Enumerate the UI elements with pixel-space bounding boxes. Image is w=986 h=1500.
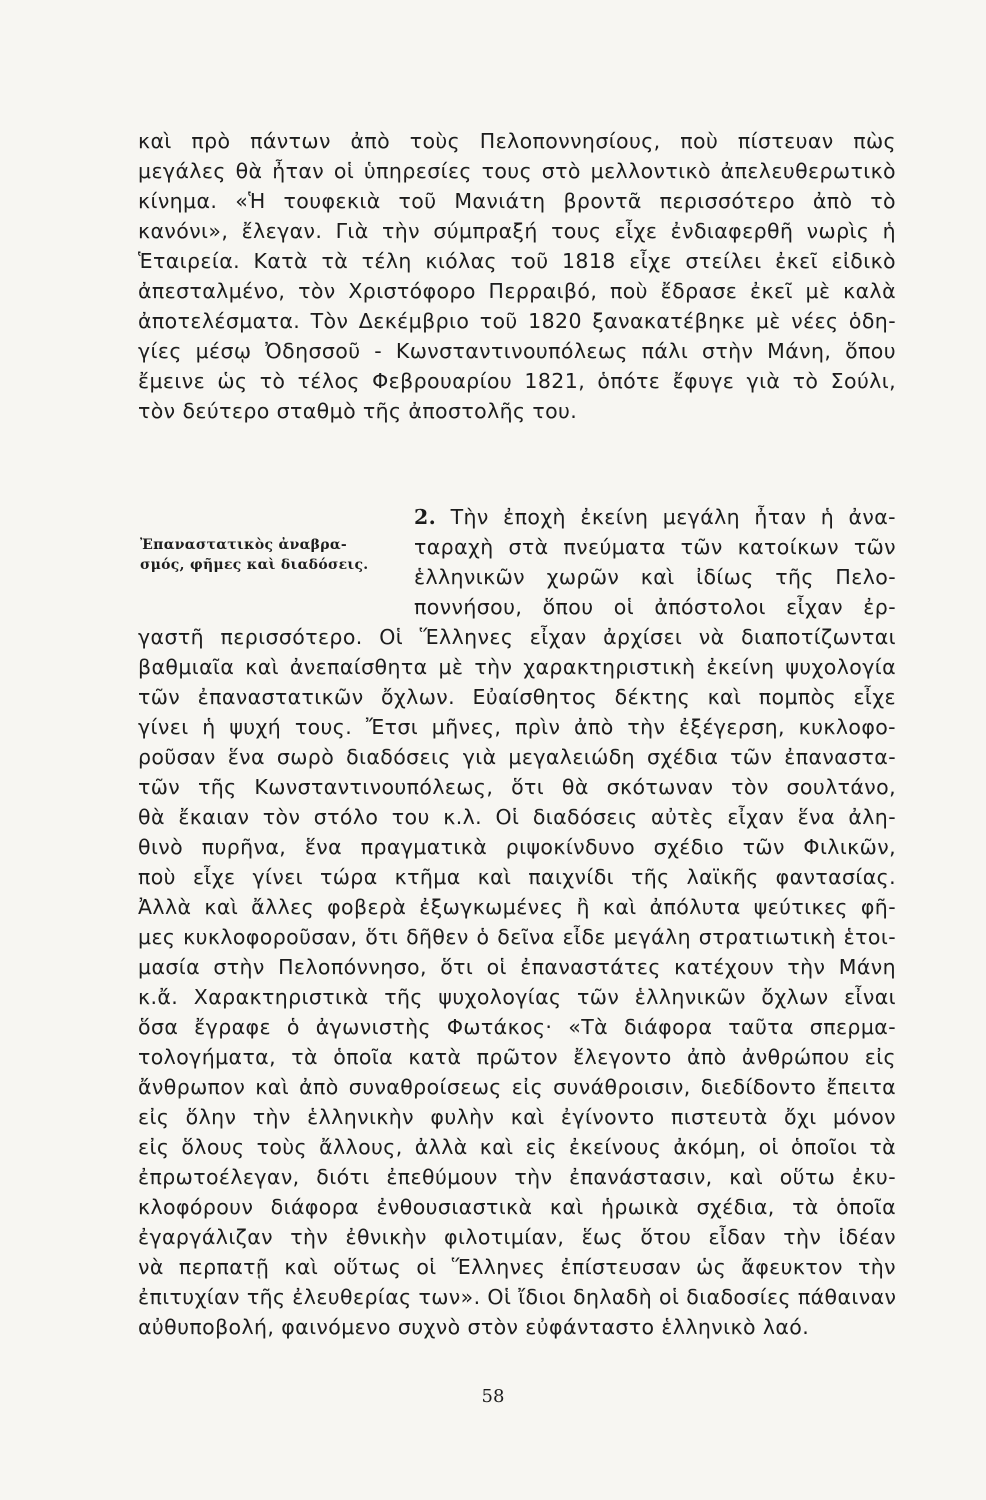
- text-line: τῶν τῆς Κωνσταντινουπόλεως, ὅτι θὰ σκότωναν τὸν σουλτάνο,: [138, 775, 896, 799]
- text-line: αὐθυποβολή, φαινόμενο συχνὸ στὸν εὐφάνταστο ἑλληνικὸ λαό.: [138, 1315, 810, 1339]
- text-line: τὸν δεύτερο σταθμὸ τῆς ἀποστολῆς του.: [138, 399, 578, 423]
- text-line: ἐπιτυχίαν τῆς ἐλευθερίας των». Οἱ ἴδιοι δηλαδὴ οἱ διαδοσίες πάθαιναν: [138, 1285, 897, 1309]
- text-line: ταραχὴ στὰ πνεύματα τῶν κατοίκων τῶν: [414, 535, 896, 559]
- text-line: θινὸ πυρῆνα, ἕνα πραγματικὰ ριψοκίνδυνο σχέδιο τῶν Φιλικῶν,: [138, 835, 896, 859]
- text-line: εἰς ὅλην τὴν ἑλληνικὴν φυλὴν καὶ ἐγίνοντο πιστευτὰ ὄχι μόνον: [138, 1105, 896, 1129]
- text-line: ἐγαργάλιζαν τὴν ἐθνικὴν φιλοτιμίαν, ἕως ὅτου εἶδαν τὴν ἰδέαν: [138, 1225, 896, 1249]
- text-line: βαθμιαῖα καὶ ἀνεπαίσθητα μὲ τὴν χαρακτηριστικὴ ἐκείνη ψυχολογία: [138, 655, 896, 679]
- section-side-title: [140, 535, 400, 575]
- paragraph-2: [138, 622, 896, 1342]
- text-line: ἐπρωτοέλεγαν, διότι ἐπεθύμουν τὴν ἐπανάστασιν, καὶ οὕτω ἐκυ-: [138, 1165, 896, 1189]
- text-line: μασία στὴν Πελοπόννησο, ὅτι οἱ ἐπαναστάτες κατέχουν τὴν Μάνη: [138, 955, 896, 979]
- text-line: ἑλληνικῶν χωρῶν καὶ ἰδίως τῆς Πελο-: [414, 565, 896, 589]
- section-first-line: Τὴν ἐποχὴ ἐκείνη μεγάλη ἦταν ἡ ἀνα-: [450, 505, 896, 529]
- text-line: κίνημα. «Ἡ τουφεκιὰ τοῦ Μανιάτη βροντᾶ περισσότερο ἀπὸ τὸ: [138, 189, 896, 213]
- text-line: κανόνι», ἔλεγαν. Γιὰ τὴν σύμπραξή τους εἶχε ἐνδιαφερθῆ νωρὶς ἡ: [138, 219, 896, 243]
- text-line: Ἑταιρεία. Κατὰ τὰ τέλη κιόλας τοῦ 1818 εἶχε στείλει ἐκεῖ εἰδικὸ: [138, 249, 896, 273]
- section-2-opening: [414, 502, 896, 622]
- text-line: κλοφόρουν διάφορα ἐνθουσιαστικὰ καὶ ἡρωικὰ σχέδια, τὰ ὁποῖα: [138, 1195, 896, 1219]
- text-line: [414, 502, 896, 532]
- text-line: ὅσα ἔγραφε ὁ ἀγωνιστὴς Φωτάκος· «Τὰ διάφορα ταῦτα σπερμα-: [138, 1015, 896, 1039]
- text-line: τολογήματα, τὰ ὁποῖα κατὰ πρῶτον ἔλεγοντο ἀπὸ ἀνθρώπου εἰς: [138, 1045, 896, 1069]
- side-title-line: σμός, φῆμες καὶ διαδόσεις.: [140, 557, 369, 573]
- text-line: ροῦσαν ἕνα σωρὸ διαδόσεις γιὰ μεγαλειώδη σχέδια τῶν ἐπαναστα-: [138, 745, 896, 769]
- text-line: ἀπεσταλμένο, τὸν Χριστόφορο Περραιβό, ποὺ ἔδρασε ἐκεῖ μὲ καλὰ: [138, 279, 896, 303]
- text-line: μες κυκλοφοροῦσαν, ὅτι δῆθεν ὁ δεῖνα εἶδε μεγάλη στρατιωτικὴ ἑτοι-: [138, 925, 896, 949]
- section-number: 2.: [414, 505, 437, 529]
- side-title-line: Ἐπαναστατικὸς ἀναβρα-: [140, 537, 348, 553]
- page-number: 58: [481, 1386, 505, 1407]
- text-line: γίες μέσῳ Ὀδησσοῦ - Κωνσταντινουπόλεως πάλι στὴν Μάνη, ὅπου: [138, 339, 896, 363]
- text-line: νὰ περπατῇ καὶ οὕτως οἱ Ἕλληνες ἐπίστευσαν ὡς ἄφευκτον τὴν: [138, 1255, 896, 1279]
- text-line: Ἀλλὰ καὶ ἄλλες φοβερὰ ἐξωγκωμένες ἢ καὶ ἀπόλυτα ψεύτικες φῆ-: [138, 895, 896, 919]
- text-line: γαστῆ περισσότερο. Οἱ Ἕλληνες εἶχαν ἀρχίσει νὰ διαποτίζωνται: [138, 625, 896, 649]
- text-line: τῶν ἐπαναστατικῶν ὄχλων. Εὐαίσθητος δέκτης καὶ πομπὸς εἶχε: [138, 685, 896, 709]
- text-line: μεγάλες θὰ ἦταν οἱ ὑπηρεσίες τους στὸ μελλοντικὸ ἀπελευθερωτικὸ: [138, 159, 896, 183]
- text-line: γίνει ἡ ψυχή τους. Ἔτσι μῆνες, πρὶν ἀπὸ τὴν ἐξέγερση, κυκλοφο-: [138, 715, 896, 739]
- text-line: εἰς ὅλους τοὺς ἄλλους, ἀλλὰ καὶ εἰς ἐκείνους ἀκόμη, οἱ ὁποῖοι τὰ: [138, 1135, 896, 1159]
- paragraph-1: [138, 126, 896, 426]
- text-line: καὶ πρὸ πάντων ἀπὸ τοὺς Πελοποννησίους, ποὺ πίστευαν πὼς: [138, 129, 896, 153]
- text-line: ποννήσου, ὅπου οἱ ἀπόστολοι εἶχαν ἐρ-: [414, 595, 896, 619]
- text-line: ποὺ εἶχε γίνει τώρα κτῆμα καὶ παιχνίδι τῆς λαϊκῆς φαντασίας.: [138, 865, 896, 889]
- text-line: θὰ ἔκαιαν τὸν στόλο του κ.λ. Οἱ διαδόσεις αὐτὲς εἶχαν ἕνα ἀλη-: [138, 805, 896, 829]
- text-line: ἔμεινε ὡς τὸ τέλος Φεβρουαρίου 1821, ὁπότε ἔφυγε γιὰ τὸ Σούλι,: [138, 369, 896, 393]
- text-line: κ.ἄ. Χαρακτηριστικὰ τῆς ψυχολογίας τῶν ἑλληνικῶν ὄχλων εἶναι: [138, 985, 896, 1009]
- text-line: ἄνθρωπον καὶ ἀπὸ συναθροίσεως εἰς συνάθροισιν, διεδίδοντο ἔπειτα: [138, 1075, 896, 1099]
- text-line: ἀποτελέσματα. Τὸν Δεκέμβριο τοῦ 1820 ξανακατέβηκε μὲ νέες ὁδη-: [138, 309, 896, 333]
